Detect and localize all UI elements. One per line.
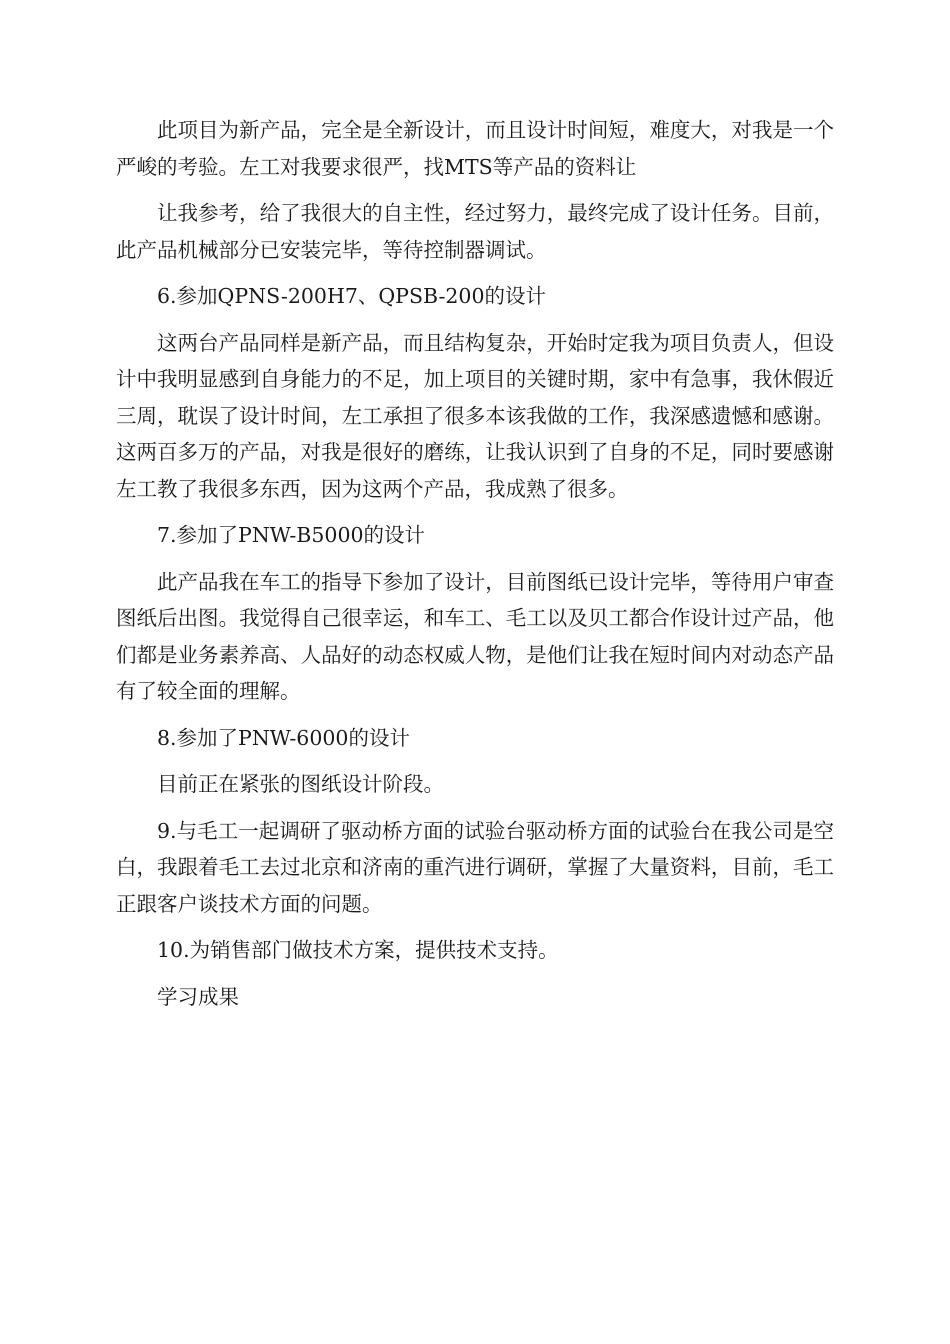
paragraph-project-progress: 让我参考，给了我很大的自主性，经过努力，最终完成了设计任务。目前，此产品机械部分已安装完毕，等待控制器调试。	[116, 201, 834, 262]
heading-item-8: 8.参加了PNW-6000的设计	[157, 725, 410, 750]
heading-item-7: 7.参加了PNW-B5000的设计	[157, 523, 426, 547]
paragraph-item-8: 目前正在紧张的图纸设计阶段。	[157, 772, 444, 796]
paragraph-item-10: 10.为销售部门做技术方案，提供技术支持。	[157, 938, 559, 962]
paragraph-item-9: 9.与毛工一起调研了驱动桥方面的试验台驱动桥方面的试验台在我公司是空白，我跟着毛工去过北京和济南的重汽进行调研，掌握了大量资料，目前，毛工正跟客户谈技术方面的问题。	[116, 818, 834, 916]
paragraph-project-intro: 此项目为新产品，完全是全新设计，而且设计时间短，难度大，对我是一个严峻的考验。左工对我要求很严，找MTS等产品的资料让	[116, 118, 834, 179]
paragraph-item-6: 这两台产品同样是新产品，而且结构复杂，开始时定我为项目负责人，但设计中我明显感到自身能力的不足，加上项目的关键时期，家中有急事，我休假近三周，耽误了设计时间，左工承担了很多本该我做的工作，我深感遗憾和感谢。这两百多万的产品，对我是很好的磨练，让我认识到了自身的不足，同时要感谢左工教了我很多东西，因为这两个产品，我成熟了很多。	[116, 330, 834, 501]
heading-item-6: 6.参加QPNS-200H7、QPSB-200的设计	[157, 284, 547, 308]
section-heading-learning-results: 学习成果	[157, 984, 239, 1009]
document-body	[116, 112, 834, 1015]
paragraph-item-7: 此产品我在车工的指导下参加了设计，目前图纸已设计完毕，等待用户审查图纸后出图。我觉得自己很幸运，和车工、毛工以及贝工都合作设计过产品，他们都是业务素养高、人品好的动态权威人物，是他们让我在短时间内对动态产品有了较全面的理解。	[116, 569, 834, 703]
